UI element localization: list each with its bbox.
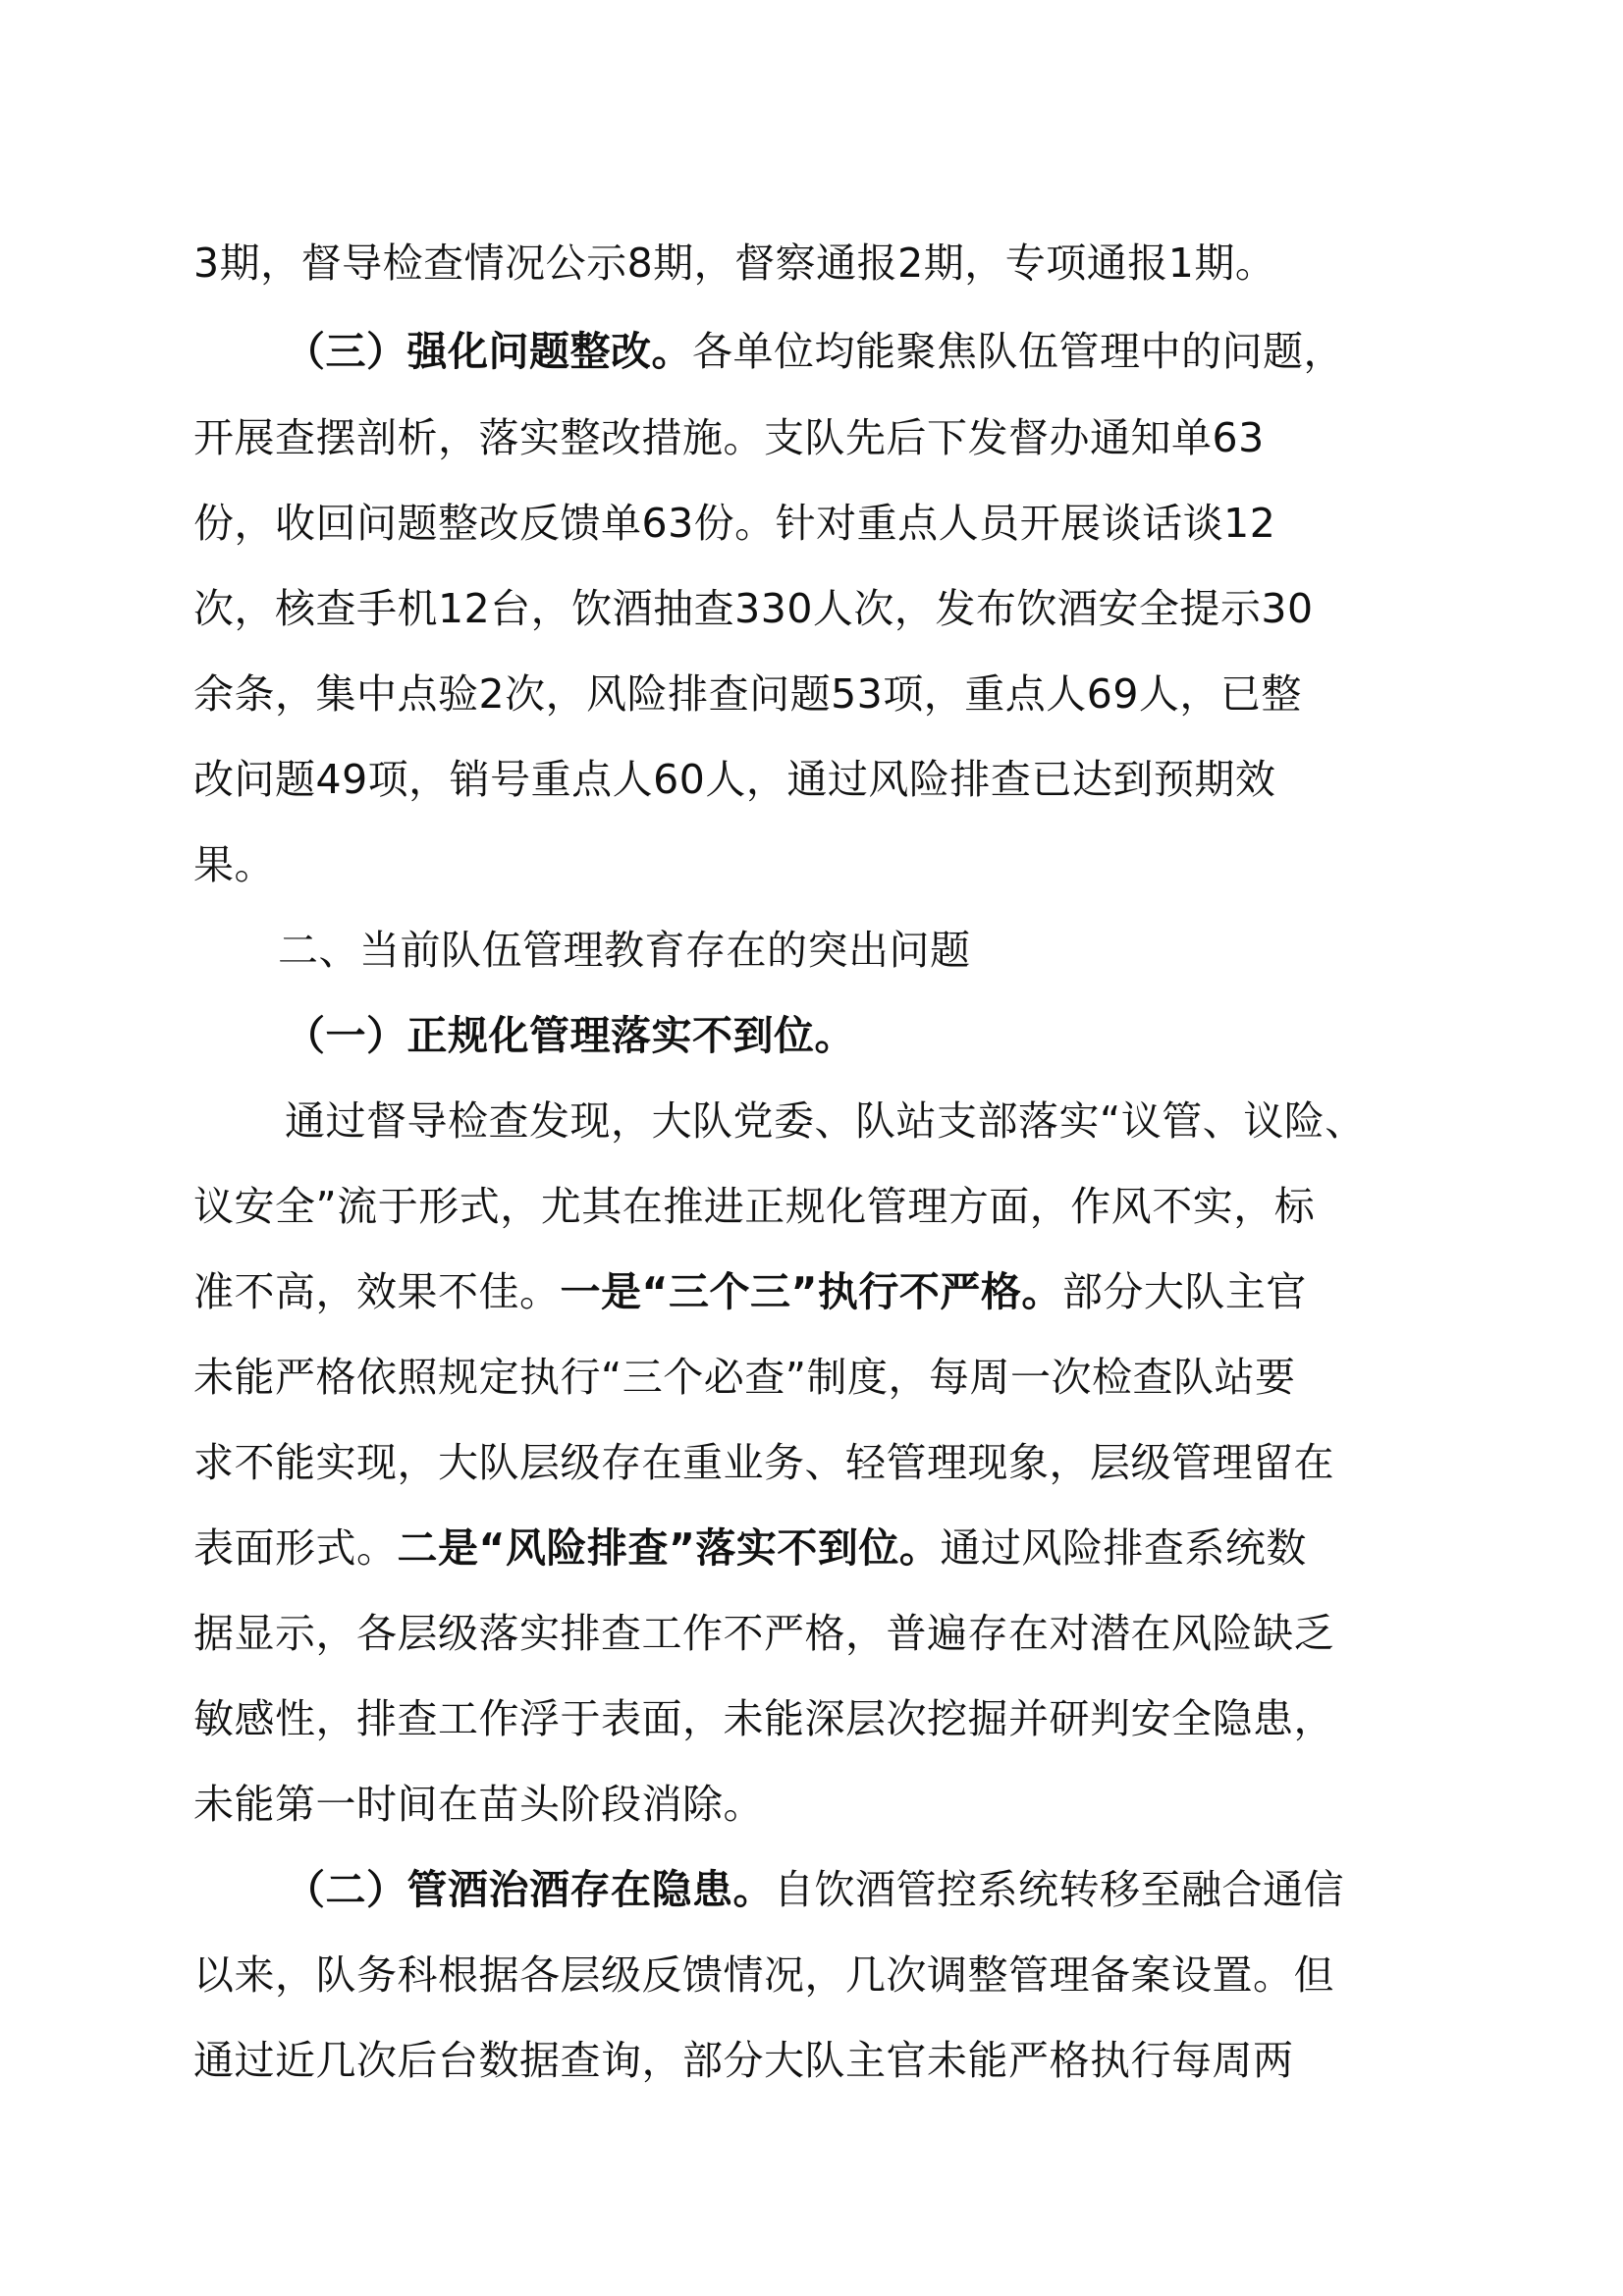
- body-text: 未能严格依照规定执行“三个必查”制度，每周一次检查队站要: [193, 1354, 1296, 1401]
- bold-heading-text: 二是“风险排查”落实不到位。: [397, 1524, 941, 1572]
- text-line: [193, 496, 1275, 551]
- body-text: 据显示，各层级落实排查工作不严格，普遍存在对潜在风险缺乏: [193, 1610, 1334, 1657]
- body-text: 求不能实现，大队层级存在重业务、轻管理现象，层级管理留在: [193, 1439, 1334, 1486]
- body-text: 余条，集中点验2次，风险排查问题53项，重点人69人，已整: [193, 670, 1302, 718]
- body-text: 通过风险排查系统数: [940, 1524, 1307, 1572]
- body-text: 开展查摆剖析，落实整改措施。支队先后下发督办通知单63: [193, 414, 1265, 461]
- body-text: 通过近几次后台数据查询，部分大队主官未能严格执行每周两: [193, 2037, 1294, 2084]
- body-text: 部分大队主官: [1061, 1268, 1307, 1315]
- text-line: [285, 1862, 1344, 1917]
- body-text: 各单位均能聚焦队伍管理中的问题，: [692, 328, 1344, 375]
- text-line: [193, 1691, 1334, 1746]
- bold-heading-text: 一是“三个三”执行不严格。: [560, 1268, 1062, 1315]
- text-line: [285, 1008, 855, 1063]
- body-text: 份，收回问题整改反馈单63份。针对重点人员开展谈话谈12: [193, 500, 1276, 547]
- text-line: [285, 1094, 1366, 1148]
- text-line: [193, 1521, 1307, 1575]
- text-line: [278, 923, 971, 978]
- body-text: 以来，队务科根据各层级反馈情况，几次调整管理备案设置。但: [193, 1951, 1334, 1999]
- text-line: [193, 1179, 1315, 1234]
- bold-heading-text: （三）强化问题整改。: [285, 328, 692, 375]
- text-line: [193, 1606, 1334, 1661]
- text-line: [193, 581, 1314, 636]
- text-line: [193, 236, 1275, 291]
- text-line: [193, 1264, 1307, 1319]
- body-text: 未能第一时间在苗头阶段消除。: [193, 1781, 764, 1828]
- text-line: [193, 1435, 1334, 1490]
- body-text: 准不高，效果不佳。: [193, 1268, 561, 1315]
- text-line: [193, 837, 275, 892]
- body-text: 3期，督导检查情况公示8期，督察通报2期，专项通报1期。: [193, 240, 1276, 287]
- text-line: [193, 2033, 1294, 2088]
- text-line: [193, 410, 1265, 465]
- text-line: [193, 752, 1275, 807]
- body-text: 议安全”流于形式，尤其在推进正规化管理方面，作风不实，标: [193, 1183, 1316, 1230]
- body-text: 次，核查手机12台，饮酒抽查330人次，发布饮酒安全提示30: [193, 585, 1314, 632]
- text-line: [193, 1777, 764, 1832]
- body-text: 敏感性，排查工作浮于表面，未能深层次挖掘并研判安全隐患，: [193, 1695, 1334, 1742]
- text-line: [193, 667, 1302, 721]
- body-text: 表面形式。: [193, 1524, 398, 1572]
- text-line: [193, 1948, 1334, 2002]
- text-line: [285, 324, 1344, 379]
- body-text: 改问题49项，销号重点人60人，通过风险排查已达到预期效: [193, 756, 1276, 803]
- body-text: 二、当前队伍管理教育存在的突出问题: [278, 927, 971, 974]
- body-text: 通过督导检查发现，大队党委、队站支部落实“议管、议险、: [285, 1097, 1366, 1145]
- body-text: 自饮酒管控系统转移至融合通信: [774, 1866, 1344, 1913]
- bold-heading-text: （二）管酒治酒存在隐患。: [285, 1866, 774, 1913]
- body-text: 果。: [193, 841, 275, 888]
- text-line: [193, 1350, 1295, 1405]
- bold-heading-text: （一）正规化管理落实不到位。: [285, 1012, 855, 1059]
